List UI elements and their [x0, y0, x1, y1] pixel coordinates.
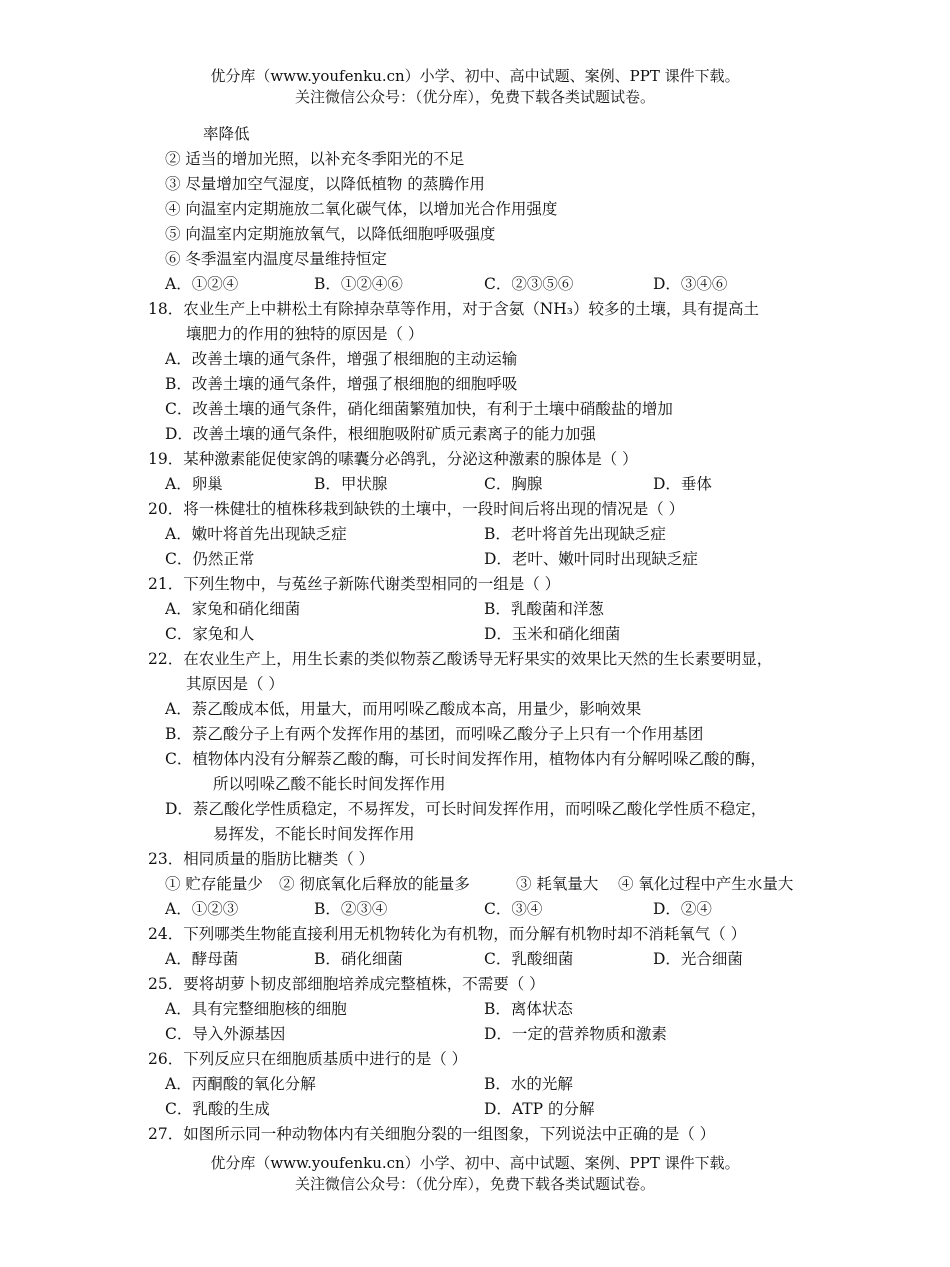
question-content [0, 122, 950, 1147]
option-c: C．仍然正常 [165, 550, 255, 568]
option-c: C．乳酸细菌 [484, 950, 574, 968]
option-c: C．胸腺 [484, 475, 543, 493]
q21-stem: 21．下列生物中，与菟丝子新陈代谢类型相同的一组是（ ） [148, 575, 561, 593]
option-a: A．嫩叶将首先出现缺乏症 [165, 525, 347, 543]
option-c: C．家兔和人 [165, 625, 255, 643]
q23-items: ① 贮存能量少 ② 彻底氧化后释放的能量多 ③ 耗氧量大 ④ 氧化过程中产生水量大 [165, 875, 794, 893]
option-a: A．酵母菌 [165, 950, 239, 968]
q21-options-row1 [0, 597, 950, 622]
option-b: B．甲状腺 [314, 475, 388, 493]
option-d: D．玉米和硝化细菌 [484, 625, 621, 643]
q22-stem-cont: 其原因是（ ） [186, 675, 284, 693]
q18-option-d: D．改善土壤的通气条件，根细胞吸附矿质元素离子的能力加强 [165, 425, 596, 443]
option-c: C．②③⑤⑥ [484, 275, 574, 293]
q22-option-c: C．植物体内没有分解萘乙酸的酶，可长时间发挥作用，植物体内有分解吲哚乙酸的酶， [165, 750, 766, 768]
option-b: B．①②④⑥ [314, 275, 403, 293]
q22-option-a: A．萘乙酸成本低，用量大，而用吲哚乙酸成本高，用量少，影响效果 [165, 700, 642, 718]
footer-line-2: 关注微信公众号：（优分库），免费下载各类试题试卷。 [294, 1175, 655, 1193]
option-c: C．导入外源基因 [165, 1025, 286, 1043]
q17-item: ③ 尽量增加空气湿度，以降低植物 的蒸腾作用 [165, 175, 485, 193]
option-a: A．①②④ [165, 275, 239, 293]
q22-stem: 22．在农业生产上，用生长素的类似物萘乙酸诱导无籽果实的效果比天然的生长素要明显， [148, 650, 773, 668]
option-b: B．老叶将首先出现缺乏症 [484, 525, 666, 543]
header-line-2: 关注微信公众号：（优分库），免费下载各类试题试卷。 [294, 88, 655, 106]
option-c: C．③④ [484, 900, 543, 918]
q27-stem: 27．如图所示同一种动物体内有关细胞分裂的一组图象，下列说法中正确的是（ ） [148, 1125, 716, 1143]
page-footer [0, 1153, 950, 1195]
option-a: A．家兔和硝化细菌 [165, 600, 301, 618]
q22-option-d-cont: 易挥发，不能长时间发挥作用 [213, 825, 415, 843]
q25-options-row1 [0, 997, 950, 1022]
option-b: B．②③④ [314, 900, 388, 918]
option-b: B．乳酸菌和洋葱 [484, 600, 604, 618]
q17-item: ④ 向温室内定期施放二氧化碳气体，以增加光合作用强度 [165, 200, 558, 218]
q19-options [0, 472, 950, 497]
q17-continuation: 率降低 [203, 125, 250, 143]
q25-options-row2 [0, 1022, 950, 1047]
option-d: D．③④⑥ [653, 275, 728, 293]
q17-item: ⑥ 冬季温室内温度尽量维持恒定 [165, 250, 387, 268]
q18-stem-cont: 壤肥力的作用的独特的原因是（ ） [186, 325, 424, 343]
q17-item: ⑤ 向温室内定期施放氧气，以降低细胞呼吸强度 [165, 225, 496, 243]
option-b: B．硝化细菌 [314, 950, 403, 968]
q22-option-b: B．萘乙酸分子上有两个发挥作用的基团，而吲哚乙酸分子上只有一个作用基团 [165, 725, 704, 743]
footer-line-1: 优分库（www.youfenku.cn）小学、初中、高中试题、案例、PPT 课件下载。 [210, 1154, 740, 1172]
option-d: D．一定的营养物质和激素 [484, 1025, 667, 1043]
q17-options [0, 272, 950, 297]
q24-options [0, 947, 950, 972]
q21-options-row2 [0, 622, 950, 647]
option-d: D．②④ [653, 900, 712, 918]
option-d: D．光合细菌 [653, 950, 743, 968]
option-a: A．具有完整细胞核的细胞 [165, 1000, 347, 1018]
q17-item: ② 适当的增加光照，以补充冬季阳光的不足 [165, 150, 465, 168]
q18-stem: 18．农业生产上中耕松土有除掉杂草等作用，对于含氨（NH₃）较多的土壤，具有提高土 [148, 300, 760, 318]
q26-options-row1 [0, 1072, 950, 1097]
q26-options-row2 [0, 1097, 950, 1122]
q22-option-c-cont: 所以吲哚乙酸不能长时间发挥作用 [213, 775, 446, 793]
q18-option-a: A．改善土壤的通气条件，增强了根细胞的主动运输 [165, 350, 518, 368]
option-a: A．①②③ [165, 900, 239, 918]
option-a: A．卵巢 [165, 475, 223, 493]
q17-continuation-line [0, 122, 950, 147]
q20-stem: 20．将一株健壮的植株移栽到缺铁的土壤中，一段时间后将出现的情况是（ ） [148, 500, 685, 518]
option-a: A．丙酮酸的氧化分解 [165, 1075, 316, 1093]
q20-options-row2 [0, 547, 950, 572]
option-d: D．老叶、嫩叶同时出现缺乏症 [484, 550, 698, 568]
option-c: C．乳酸的生成 [165, 1100, 270, 1118]
option-d: D．垂体 [653, 475, 712, 493]
q23-options [0, 897, 950, 922]
q19-stem: 19．某种激素能促使家鸽的嗉囊分必鸽乳，分泌这种激素的腺体是（ ） [148, 450, 638, 468]
q20-options-row1 [0, 522, 950, 547]
option-b: B．离体状态 [484, 1000, 573, 1018]
q24-stem: 24．下列哪类生物能直接利用无机物转化为有机物，而分解有机物时却不消耗氧气（ ） [148, 925, 747, 943]
header-line-1: 优分库（www.youfenku.cn）小学、初中、高中试题、案例、PPT 课件下载。 [210, 67, 740, 85]
option-b: B．水的光解 [484, 1075, 573, 1093]
q23-stem: 23．相同质量的脂肪比糖类（ ） [148, 850, 375, 868]
q18-option-c: C．改善土壤的通气条件，硝化细菌繁殖加快，有利于土壤中硝酸盐的增加 [165, 400, 673, 418]
q22-option-d: D．萘乙酸化学性质稳定，不易挥发，可长时间发挥作用，而吲哚乙酸化学性质不稳定， [165, 800, 767, 818]
page-header [0, 66, 950, 108]
q26-stem: 26．下列反应只在细胞质基质中进行的是（ ） [148, 1050, 468, 1068]
option-d: D．ATP 的分解 [484, 1100, 595, 1118]
q25-stem: 25．要将胡萝卜韧皮部细胞培养成完整植株，不需要（ ） [148, 975, 545, 993]
q18-option-b: B．改善土壤的通气条件，增强了根细胞的细胞呼吸 [165, 375, 518, 393]
